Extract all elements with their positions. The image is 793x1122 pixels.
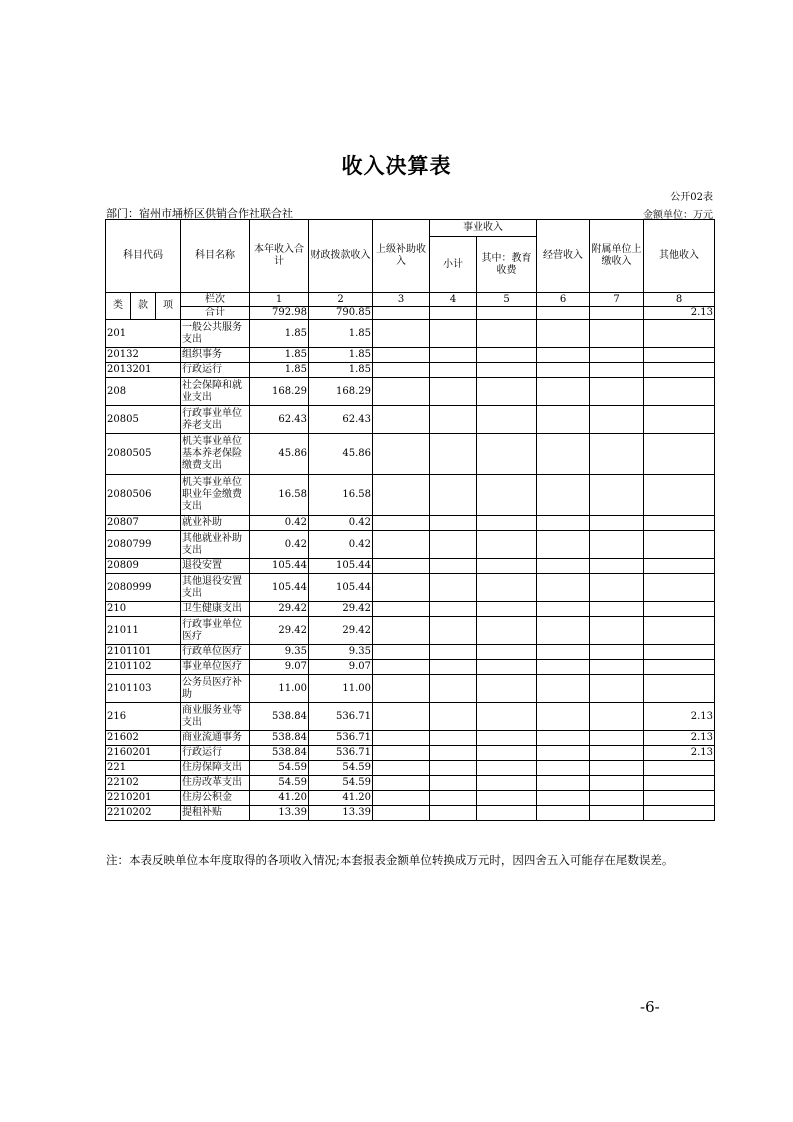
row-fiscal: 536.71 xyxy=(309,746,373,761)
row-fiscal: 29.42 xyxy=(309,602,373,617)
page-title: 收入决算表 xyxy=(341,154,452,178)
row-upper-subsidy xyxy=(373,559,430,574)
header-row-lanci xyxy=(106,293,715,307)
row-business-subtotal xyxy=(430,776,477,791)
row-code: 2101103 xyxy=(106,675,181,703)
totals-business-subtotal xyxy=(430,307,477,320)
row-code: 2210201 xyxy=(106,791,181,806)
row-operating xyxy=(537,531,590,559)
row-business-edu xyxy=(477,602,537,617)
row-affiliated xyxy=(590,475,644,516)
row-business-edu xyxy=(477,363,537,378)
row-upper-subsidy xyxy=(373,531,430,559)
row-total-income: 62.43 xyxy=(250,406,309,434)
row-business-subtotal xyxy=(430,806,477,821)
row-business-subtotal xyxy=(430,660,477,675)
table-row xyxy=(106,703,715,731)
row-name: 提租补贴 xyxy=(181,806,250,821)
row-other xyxy=(644,516,715,531)
row-total-income: 0.42 xyxy=(250,531,309,559)
row-affiliated xyxy=(590,761,644,776)
totals-operating xyxy=(537,307,590,320)
row-operating xyxy=(537,660,590,675)
row-business-subtotal xyxy=(430,559,477,574)
row-other: 2.13 xyxy=(644,731,715,746)
row-business-subtotal xyxy=(430,348,477,363)
row-business-edu xyxy=(477,574,537,602)
row-fiscal: 16.58 xyxy=(309,475,373,516)
page-number: -6- xyxy=(640,998,660,1016)
row-business-edu xyxy=(477,516,537,531)
row-upper-subsidy xyxy=(373,761,430,776)
totals-affiliated xyxy=(590,307,644,320)
row-name: 住房公积金 xyxy=(181,791,250,806)
row-business-subtotal xyxy=(430,703,477,731)
row-code: 20132 xyxy=(106,348,181,363)
header-business-edu: 其中：教育收费 xyxy=(477,237,537,293)
row-business-edu xyxy=(477,806,537,821)
row-other xyxy=(644,776,715,791)
table-row xyxy=(106,559,715,574)
row-other: 2.13 xyxy=(644,746,715,761)
row-business-subtotal xyxy=(430,363,477,378)
table-row xyxy=(106,531,715,559)
row-name: 行政事业单位养老支出 xyxy=(181,406,250,434)
table-row xyxy=(106,602,715,617)
row-upper-subsidy xyxy=(373,320,430,348)
row-fiscal: 62.43 xyxy=(309,406,373,434)
header-lei: 类 xyxy=(106,293,131,320)
row-business-edu xyxy=(477,348,537,363)
row-affiliated xyxy=(590,378,644,406)
row-code: 2210202 xyxy=(106,806,181,821)
row-fiscal: 29.42 xyxy=(309,617,373,645)
row-other xyxy=(644,806,715,821)
header-kuan: 款 xyxy=(131,293,156,320)
header-total-income: 本年收入合计 xyxy=(250,220,309,293)
row-other xyxy=(644,531,715,559)
row-business-subtotal xyxy=(430,320,477,348)
header-business-group: 事业收入 xyxy=(430,220,537,237)
row-total-income: 9.07 xyxy=(250,660,309,675)
row-fiscal: 41.20 xyxy=(309,791,373,806)
row-upper-subsidy xyxy=(373,731,430,746)
row-business-edu xyxy=(477,434,537,475)
row-total-income: 29.42 xyxy=(250,617,309,645)
row-upper-subsidy xyxy=(373,645,430,660)
row-upper-subsidy xyxy=(373,703,430,731)
row-total-income: 13.39 xyxy=(250,806,309,821)
row-business-edu xyxy=(477,475,537,516)
row-upper-subsidy xyxy=(373,475,430,516)
row-operating xyxy=(537,703,590,731)
row-name: 卫生健康支出 xyxy=(181,602,250,617)
row-other xyxy=(644,475,715,516)
table-row xyxy=(106,645,715,660)
row-upper-subsidy xyxy=(373,363,430,378)
header-code: 科目代码 xyxy=(106,220,181,293)
row-fiscal: 536.71 xyxy=(309,703,373,731)
row-business-subtotal xyxy=(430,731,477,746)
row-other xyxy=(644,761,715,776)
row-business-subtotal xyxy=(430,516,477,531)
col-index-3: 3 xyxy=(373,293,430,307)
row-fiscal: 9.35 xyxy=(309,645,373,660)
row-operating xyxy=(537,574,590,602)
row-operating xyxy=(537,806,590,821)
row-fiscal: 54.59 xyxy=(309,776,373,791)
row-total-income: 54.59 xyxy=(250,761,309,776)
row-affiliated xyxy=(590,746,644,761)
row-name: 商业流通事务 xyxy=(181,731,250,746)
table-row xyxy=(106,434,715,475)
row-code: 2160201 xyxy=(106,746,181,761)
row-business-edu xyxy=(477,660,537,675)
table-row xyxy=(106,731,715,746)
totals-other: 2.13 xyxy=(644,307,715,320)
row-other xyxy=(644,660,715,675)
row-other xyxy=(644,574,715,602)
row-total-income: 29.42 xyxy=(250,602,309,617)
row-name: 事业单位医疗 xyxy=(181,660,250,675)
row-code: 20809 xyxy=(106,559,181,574)
row-total-income: 1.85 xyxy=(250,348,309,363)
row-other xyxy=(644,406,715,434)
table-row xyxy=(106,660,715,675)
income-final-accounts-table xyxy=(105,219,715,821)
row-name: 住房改革支出 xyxy=(181,776,250,791)
row-upper-subsidy xyxy=(373,378,430,406)
row-other xyxy=(644,617,715,645)
totals-label: 合计 xyxy=(181,307,250,320)
row-upper-subsidy xyxy=(373,791,430,806)
row-upper-subsidy xyxy=(373,660,430,675)
totals-business-edu xyxy=(477,307,537,320)
row-business-subtotal xyxy=(430,406,477,434)
row-affiliated xyxy=(590,675,644,703)
row-business-edu xyxy=(477,675,537,703)
totals-total-income: 792.98 xyxy=(250,307,309,320)
row-business-subtotal xyxy=(430,645,477,660)
row-affiliated xyxy=(590,320,644,348)
totals-upper-subsidy xyxy=(373,307,430,320)
row-code: 20805 xyxy=(106,406,181,434)
row-total-income: 0.42 xyxy=(250,516,309,531)
row-operating xyxy=(537,675,590,703)
row-total-income: 1.85 xyxy=(250,320,309,348)
row-affiliated xyxy=(590,574,644,602)
table-note: 注：本表反映单位本年度取得的各项收入情况;本套报表金额单位转换成万元时，因四舍五入可能存在尾数误差。 xyxy=(106,853,674,867)
row-business-edu xyxy=(477,531,537,559)
row-code: 2080799 xyxy=(106,531,181,559)
row-name: 退役安置 xyxy=(181,559,250,574)
row-upper-subsidy xyxy=(373,574,430,602)
row-upper-subsidy xyxy=(373,675,430,703)
row-other xyxy=(644,378,715,406)
row-business-edu xyxy=(477,776,537,791)
row-name: 住房保障支出 xyxy=(181,761,250,776)
row-upper-subsidy xyxy=(373,602,430,617)
table-row xyxy=(106,320,715,348)
col-index-4: 4 xyxy=(430,293,477,307)
row-business-subtotal xyxy=(430,761,477,776)
row-upper-subsidy xyxy=(373,434,430,475)
row-other xyxy=(644,434,715,475)
row-business-subtotal xyxy=(430,602,477,617)
table-row xyxy=(106,406,715,434)
table-row xyxy=(106,776,715,791)
amount-unit-label: 金额单位：万元 xyxy=(643,210,713,221)
row-fiscal: 1.85 xyxy=(309,363,373,378)
row-name: 机关事业单位基本养老保险缴费支出 xyxy=(181,434,250,475)
table-body xyxy=(106,320,715,821)
form-number: 公开02表 xyxy=(670,192,713,203)
department-label: 部门：宿州市埇桥区供销合作社联合社 xyxy=(106,207,293,220)
row-fiscal: 0.42 xyxy=(309,531,373,559)
row-name: 行政单位医疗 xyxy=(181,645,250,660)
totals-fiscal: 790.85 xyxy=(309,307,373,320)
row-total-income: 41.20 xyxy=(250,791,309,806)
row-fiscal: 1.85 xyxy=(309,320,373,348)
row-upper-subsidy xyxy=(373,348,430,363)
row-code: 2080506 xyxy=(106,475,181,516)
row-fiscal: 1.85 xyxy=(309,348,373,363)
row-code: 210 xyxy=(106,602,181,617)
row-affiliated xyxy=(590,559,644,574)
row-business-edu xyxy=(477,617,537,645)
row-name: 行政运行 xyxy=(181,746,250,761)
col-index-2: 2 xyxy=(309,293,373,307)
row-operating xyxy=(537,645,590,660)
row-business-subtotal xyxy=(430,791,477,806)
row-upper-subsidy xyxy=(373,516,430,531)
header-fiscal: 财政拨款收入 xyxy=(309,220,373,293)
row-code: 216 xyxy=(106,703,181,731)
row-affiliated xyxy=(590,660,644,675)
row-operating xyxy=(537,434,590,475)
row-operating xyxy=(537,617,590,645)
row-business-subtotal xyxy=(430,434,477,475)
row-code: 221 xyxy=(106,761,181,776)
row-name: 行政运行 xyxy=(181,363,250,378)
row-other xyxy=(644,559,715,574)
row-operating xyxy=(537,320,590,348)
row-code: 2013201 xyxy=(106,363,181,378)
row-operating xyxy=(537,731,590,746)
row-total-income: 45.86 xyxy=(250,434,309,475)
row-affiliated xyxy=(590,776,644,791)
row-other xyxy=(644,348,715,363)
row-name: 就业补助 xyxy=(181,516,250,531)
row-affiliated xyxy=(590,731,644,746)
row-operating xyxy=(537,516,590,531)
row-operating xyxy=(537,348,590,363)
table-row xyxy=(106,746,715,761)
row-affiliated xyxy=(590,531,644,559)
row-business-edu xyxy=(477,746,537,761)
row-total-income: 105.44 xyxy=(250,574,309,602)
row-fiscal: 0.42 xyxy=(309,516,373,531)
row-operating xyxy=(537,746,590,761)
row-code: 208 xyxy=(106,378,181,406)
row-affiliated xyxy=(590,645,644,660)
row-code: 2101101 xyxy=(106,645,181,660)
row-business-subtotal xyxy=(430,675,477,703)
table-row xyxy=(106,791,715,806)
row-total-income: 538.84 xyxy=(250,746,309,761)
row-business-edu xyxy=(477,406,537,434)
row-operating xyxy=(537,475,590,516)
row-other xyxy=(644,675,715,703)
header-other: 其他收入 xyxy=(644,220,715,293)
row-code: 2080999 xyxy=(106,574,181,602)
row-code: 20807 xyxy=(106,516,181,531)
row-name: 行政事业单位医疗 xyxy=(181,617,250,645)
row-code: 21011 xyxy=(106,617,181,645)
row-affiliated xyxy=(590,617,644,645)
col-index-6: 6 xyxy=(537,293,590,307)
row-upper-subsidy xyxy=(373,806,430,821)
totals-row xyxy=(106,307,715,320)
row-affiliated xyxy=(590,434,644,475)
row-operating xyxy=(537,559,590,574)
row-upper-subsidy xyxy=(373,406,430,434)
header-name: 科目名称 xyxy=(181,220,250,293)
row-name: 其他就业补助支出 xyxy=(181,531,250,559)
row-fiscal: 54.59 xyxy=(309,761,373,776)
row-name: 一般公共服务支出 xyxy=(181,320,250,348)
row-business-edu xyxy=(477,320,537,348)
header-lanci: 栏次 xyxy=(181,293,250,307)
row-affiliated xyxy=(590,602,644,617)
row-affiliated xyxy=(590,348,644,363)
row-other: 2.13 xyxy=(644,703,715,731)
row-fiscal: 13.39 xyxy=(309,806,373,821)
row-code: 22102 xyxy=(106,776,181,791)
row-name: 商业服务业等支出 xyxy=(181,703,250,731)
row-fiscal: 105.44 xyxy=(309,574,373,602)
row-business-subtotal xyxy=(430,531,477,559)
row-affiliated xyxy=(590,791,644,806)
row-upper-subsidy xyxy=(373,746,430,761)
row-affiliated xyxy=(590,806,644,821)
row-fiscal: 9.07 xyxy=(309,660,373,675)
col-index-8: 8 xyxy=(644,293,715,307)
row-total-income: 538.84 xyxy=(250,731,309,746)
row-total-income: 9.35 xyxy=(250,645,309,660)
row-total-income: 16.58 xyxy=(250,475,309,516)
row-operating xyxy=(537,378,590,406)
row-name: 机关事业单位职业年金缴费支出 xyxy=(181,475,250,516)
row-affiliated xyxy=(590,363,644,378)
row-other xyxy=(644,602,715,617)
row-total-income: 105.44 xyxy=(250,559,309,574)
row-other xyxy=(644,645,715,660)
table-row xyxy=(106,516,715,531)
row-fiscal: 536.71 xyxy=(309,731,373,746)
row-affiliated xyxy=(590,516,644,531)
row-business-edu xyxy=(477,703,537,731)
col-index-1: 1 xyxy=(250,293,309,307)
row-business-subtotal xyxy=(430,617,477,645)
row-code: 2080505 xyxy=(106,434,181,475)
row-code: 21602 xyxy=(106,731,181,746)
row-name: 社会保障和就业支出 xyxy=(181,378,250,406)
row-upper-subsidy xyxy=(373,776,430,791)
row-operating xyxy=(537,776,590,791)
row-business-edu xyxy=(477,559,537,574)
row-operating xyxy=(537,363,590,378)
row-fiscal: 105.44 xyxy=(309,559,373,574)
row-fiscal: 45.86 xyxy=(309,434,373,475)
row-total-income: 11.00 xyxy=(250,675,309,703)
row-total-income: 538.84 xyxy=(250,703,309,731)
row-business-edu xyxy=(477,761,537,776)
row-business-edu xyxy=(477,791,537,806)
row-other xyxy=(644,791,715,806)
row-operating xyxy=(537,791,590,806)
row-other xyxy=(644,363,715,378)
row-operating xyxy=(537,406,590,434)
table-row xyxy=(106,574,715,602)
row-business-subtotal xyxy=(430,378,477,406)
table-row xyxy=(106,348,715,363)
row-business-subtotal xyxy=(430,574,477,602)
header-row-1 xyxy=(106,220,715,237)
header-affiliated: 附属单位上缴收入 xyxy=(590,220,644,293)
row-business-edu xyxy=(477,645,537,660)
row-business-subtotal xyxy=(430,746,477,761)
row-name: 公务员医疗补助 xyxy=(181,675,250,703)
row-total-income: 1.85 xyxy=(250,363,309,378)
table-row xyxy=(106,363,715,378)
row-total-income: 168.29 xyxy=(250,378,309,406)
row-code: 2101102 xyxy=(106,660,181,675)
row-affiliated xyxy=(590,406,644,434)
row-operating xyxy=(537,761,590,776)
header-operating: 经营收入 xyxy=(537,220,590,293)
table-row xyxy=(106,761,715,776)
row-other xyxy=(644,320,715,348)
header-xiang: 项 xyxy=(156,293,181,320)
row-name: 其他退役安置支出 xyxy=(181,574,250,602)
header-upper-subsidy: 上级补助收入 xyxy=(373,220,430,293)
table-row xyxy=(106,806,715,821)
row-total-income: 54.59 xyxy=(250,776,309,791)
row-business-edu xyxy=(477,731,537,746)
table-row xyxy=(106,617,715,645)
table-row xyxy=(106,475,715,516)
row-business-edu xyxy=(477,378,537,406)
row-operating xyxy=(537,602,590,617)
row-affiliated xyxy=(590,703,644,731)
row-fiscal: 11.00 xyxy=(309,675,373,703)
row-code: 201 xyxy=(106,320,181,348)
row-upper-subsidy xyxy=(373,617,430,645)
table-row xyxy=(106,675,715,703)
col-index-7: 7 xyxy=(590,293,644,307)
table-row xyxy=(106,378,715,406)
header-business-subtotal: 小计 xyxy=(430,237,477,293)
row-fiscal: 168.29 xyxy=(309,378,373,406)
col-index-5: 5 xyxy=(477,293,537,307)
row-business-subtotal xyxy=(430,475,477,516)
row-name: 组织事务 xyxy=(181,348,250,363)
